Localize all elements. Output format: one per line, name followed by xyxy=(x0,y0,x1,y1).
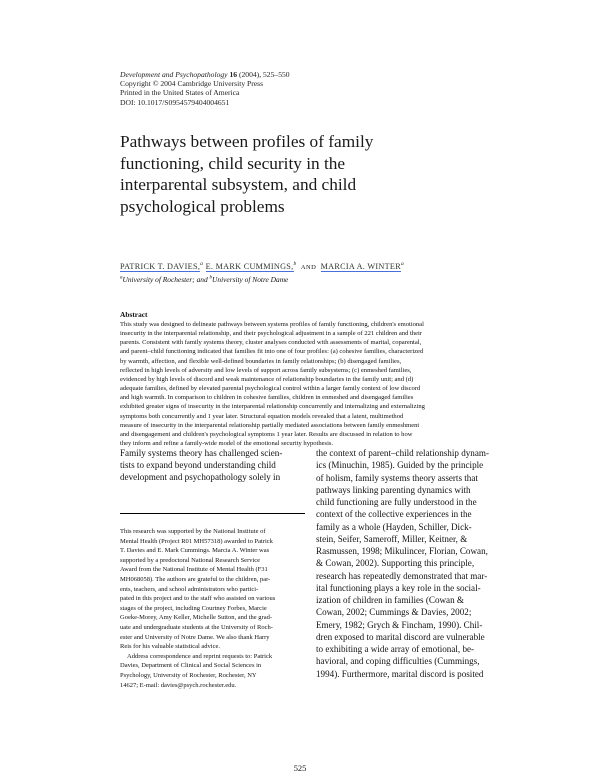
title-line: Pathways between profiles of family xyxy=(120,132,374,151)
body-line: ization of children in families (Cowan & xyxy=(316,595,464,605)
printed-line: Printed in the United States of America xyxy=(120,88,240,98)
body-line: dren exposed to marital discord are vulnerable xyxy=(316,631,485,642)
body-line: to exhibiting a wide array of emotional, be- xyxy=(316,644,475,654)
affiliations xyxy=(120,275,288,284)
body-line: research has repeatedly demonstrated that mar- xyxy=(316,570,488,581)
body-line: tists to expand beyond understanding child xyxy=(120,460,276,471)
body-line: havioral, and coping difficulties (Cummings, xyxy=(316,656,480,667)
footnote xyxy=(120,527,308,690)
footnote-line: pated in this project and to the staff who assisted on various xyxy=(120,595,276,603)
author-link-winter[interactable]: MARCIA A. WINTER xyxy=(320,261,401,271)
author-link-davies[interactable]: PATRICK T. DAVIES, xyxy=(120,261,201,271)
body-line: stein, Seifer, Sameroff, Miller, Keitner, & xyxy=(316,533,468,544)
abstract-line: by warmth, affection, and flexible well-defined boundaries in family relationships; (b) disengaged families, xyxy=(120,357,402,365)
body-line: ics (Minuchin, 1985). Guided by the principle xyxy=(316,460,484,471)
abstract-line: and parent–child functioning indicated that families fit into one of four profiles: (a) cohesive families, characterized xyxy=(120,348,424,356)
abstract-body xyxy=(120,320,480,448)
abstract-line: they inform and refine a family-wide model of the emotional security hypothesis. xyxy=(120,440,334,448)
footnote-line: stages of the project, including Courtney Forbes, Marcie xyxy=(120,604,267,612)
body-line: the context of parent–child relationship dynam- xyxy=(316,448,489,458)
body-line: 1994). Furthermore, marital discord is posited xyxy=(316,668,484,679)
title-line: functioning, child security in the xyxy=(120,153,346,173)
author-conjunction: AND xyxy=(300,263,317,271)
author-link-cummings[interactable]: E. MARK CUMMINGS, xyxy=(205,261,294,271)
journal-name: Development and Psychopathology xyxy=(120,70,228,79)
author-list xyxy=(120,261,404,271)
affil-sup: a xyxy=(120,275,123,281)
journal-citation xyxy=(120,70,290,79)
abstract-heading: Abstract xyxy=(120,310,148,319)
footnote-line: MH068058). The authors are grateful to the children, par- xyxy=(120,575,271,583)
body-line: child functioning are fully understood in the xyxy=(316,497,477,507)
title-line: psychological problems xyxy=(120,196,285,216)
body-line: pathways linking parenting dynamics with xyxy=(316,484,471,495)
affil-sup: b xyxy=(209,275,213,281)
footnote-line: ester and University of Notre Dame. We also thank Harry xyxy=(120,633,270,641)
body-line: ital functioning plays a key role in the social- xyxy=(316,582,481,593)
footnote-line: T. Davies and E. Mark Cummings. Marcia A. Winter was xyxy=(120,547,270,555)
journal-header xyxy=(120,70,290,107)
abstract-line: adequate families, defined by elevated parental psychological control within a larger family context of low discord xyxy=(120,385,421,393)
copyright-line: Copyright © 2004 Cambridge University Press xyxy=(120,79,264,89)
footnote-line: uate and undergraduate students at the University of Roch- xyxy=(120,623,273,631)
footnote-divider xyxy=(120,513,305,514)
author-sup: b xyxy=(293,261,297,267)
abstract-line: symptoms both concurrently and 1 year later. Structural equation models revealed that a latent, multimethod xyxy=(120,412,404,420)
footnote-line: Award from the National Institute of Mental Health (F31 xyxy=(120,566,268,574)
footnote-line: ents, teachers, and school administrators who partici- xyxy=(120,585,259,593)
footnote-line: Goeke-Morey, Amy Keller, Michelle Sutton, and the grad- xyxy=(120,614,273,622)
abstract-line: evidenced by high levels of discord and weak maintenance of relationship boundaries in the family unit; and (d) xyxy=(120,375,414,383)
body-line: Emery, 1982; Grych & Fincham, 1990). Chil- xyxy=(316,619,483,630)
journal-year-pages: (2004), 525–550 xyxy=(238,70,290,79)
article-title xyxy=(120,131,460,217)
footnote-line: This research was supported by the National Institute of xyxy=(120,528,266,535)
body-line: Rasmussen, 1998; Mikulincer, Florian, Cowan, xyxy=(316,546,488,556)
body-column-right xyxy=(316,447,506,680)
body-line: context of the collective experiences in the xyxy=(316,509,472,520)
footnote-line: Reis for his valuable statistical advice. xyxy=(120,643,220,651)
title-line: interparental subsystem, and child xyxy=(120,175,357,194)
affil-rochester: University of Rochester; and xyxy=(122,275,208,284)
body-line: & Cowan, 2002). Supporting this principle, xyxy=(316,558,475,569)
abstract-line: insecurity in the interparental relationship, and their psychological adjustment in a sample of 221 children and their xyxy=(120,330,422,338)
abstract-line: exhibited greater signs of insecurity in the interparental relationship concurrently and internalizing and externalizing xyxy=(120,403,425,411)
doi-line: DOI: 10.1017/S0954579404004651 xyxy=(120,97,230,107)
correspondence-line: Psychology, University of Rochester, Rochester, NY xyxy=(120,671,257,679)
correspondence-line: 14627; E-mail: davies@psych.rochester.edu. xyxy=(120,681,237,689)
body-line: Family systems theory has challenged scien- xyxy=(120,448,283,458)
footnote-line: supported by a predoctoral National Research Service xyxy=(120,556,261,564)
affil-notre-dame: University of Notre Dame xyxy=(212,275,289,284)
author-sup: a xyxy=(200,261,204,267)
journal-volume: 16 xyxy=(229,70,238,79)
abstract-line: and disengagement and children's psychological symptoms 1 year later. Results are discussed in relation to how xyxy=(120,430,413,438)
abstract-line: This study was designed to delineate pathways between systems profiles of family functioning, children's emotional xyxy=(120,321,424,328)
body-line: of holism, family systems theory asserts that xyxy=(316,472,478,483)
body-column-left xyxy=(120,447,305,483)
body-line: development and psychopathology solely in xyxy=(120,472,281,483)
correspondence-line: Address correspondence and reprint requests to: Patrick xyxy=(127,652,273,660)
footnote-line: Mental Health (Project R01 MH57318) awarded to Patrick xyxy=(120,537,273,545)
author-sup: a xyxy=(400,261,405,267)
abstract-line: reflected in high levels of adversity and low levels of support across family subsystems; (c) enmeshed families, xyxy=(120,366,412,374)
correspondence-line: Davies, Department of Clinical and Social Sciences in xyxy=(120,662,262,670)
abstract-line: and high warmth. In comparison to children in cohesive families, children in enmeshed and disengaged families xyxy=(120,394,414,402)
body-line: Cowan, 2002; Cummings & Davies, 2002; xyxy=(316,607,472,618)
abstract-line: parents. Consistent with family systems theory, cluster analyses conducted with assessments of marital, coparental, xyxy=(120,339,422,347)
page-number: 525 xyxy=(293,764,307,773)
body-line: family as a whole (Hayden, Schiller, Dick- xyxy=(316,521,472,532)
abstract-line: measure of insecurity in the interparental relationship partially mediated associations between family enmeshment xyxy=(120,421,420,429)
